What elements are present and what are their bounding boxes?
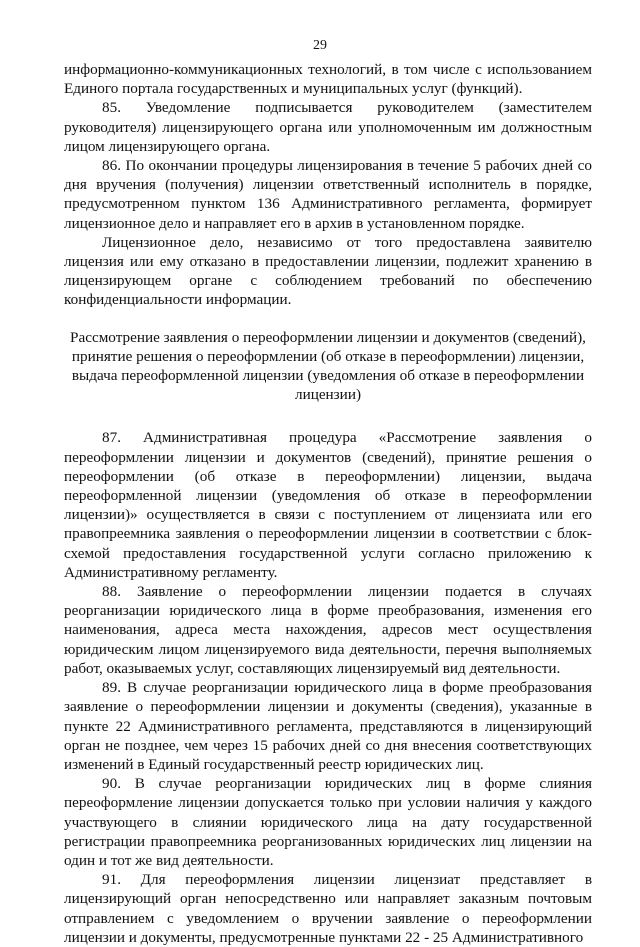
paragraph: 86. По окончании процедуры лицензирования в течение 5 рабочих дней со дня вручения (получения) лицензии ответственный исполнитель в порядке, предусмотренном пунктом 136 Административного регламента, формирует лицензионное дело и направляет его в архив в установленном порядке. [64,157,592,232]
paragraph: 91. Для переоформления лицензии лицензиат представляет в лицензирующий орган непосредственно или направляет заказным почтовым отправлением с уведомлением о вручении заявление о переоформлении лицензии и документы, предусмотренные пунктами 22 - 25 Административного [64,871,592,946]
page-number: 29 [313,38,327,53]
paragraph: 85. Уведомление подписывается руководителем (заместителем руководителя) лицензирующего органа или уполномоченным им должностным лицом лицензирующего органа. [64,99,592,155]
paragraphs-before [64,60,592,310]
paragraph: Лицензионное дело, независимо от того предоставлена заявителю лицензия или ему отказано в предоставлении лицензии, подлежит хранению в лицензирующем органе с соблюдением требований по обеспечению конфиденциальности информации. [64,233,592,309]
paragraph: 90. В случае реорганизации юридических лиц в форме слияния переоформление лицензии допускается только при условии наличия у каждого участвующего в слиянии юридического лица на дату государственной регистрации правопреемника реорганизованных юридических лиц лицензии на один и тот же вид деятельности. [64,775,592,869]
paragraph: 89. В случае реорганизации юридического лица в форме преобразования заявление о переоформлении лицензии и документы (сведения), указанные в пункте 22 Административного регламента, представляются в лицензирующий орган не позднее, чем через 15 рабочих дней со дня внесения соответствующих изменений в Единый государственный реестр юридических лиц. [64,679,592,773]
document-body [64,60,592,947]
paragraph: информационно-коммуникационных технологий, в том числе с использованием Единого портала государственных и муниципальных услуг (функций). [64,61,592,98]
paragraph: 87. Административная процедура «Рассмотрение заявления о переоформлении лицензии и документов (сведений), принятие решения о переоформлении (об отказе в переоформлении) лицензии, выдача переоформленной лицензии (уведомления об отказе в переоформлении лицензии)» осуществляется в связи с поступлением от лицензиата или его правопреемника заявления о переоформлении лицензии в соответствии с блок-схемой предоставления государственной услуги согласно приложению к Административному регламенту. [64,429,592,581]
paragraph: 88. Заявление о переоформлении лицензии подается в случаях реорганизации юридического лица в форме преобразования, изменения его наименования, адреса места нахождения, адресов мест осуществления юридическим лицом лицензируемого вида деятельности, перечня выполняемых работ, оказываемых услуг, составляющих лицензируемый вид деятельности. [64,583,592,677]
section-heading: Рассмотрение заявления о переоформлении лицензии и документов (сведений), принятие решения о переоформлении (об отказе в переоформлении) лицензии, выдача переоформленной лицензии (уведомления об отказе в переоформлении лицензии) [70,328,586,404]
paragraphs-after [64,428,592,946]
